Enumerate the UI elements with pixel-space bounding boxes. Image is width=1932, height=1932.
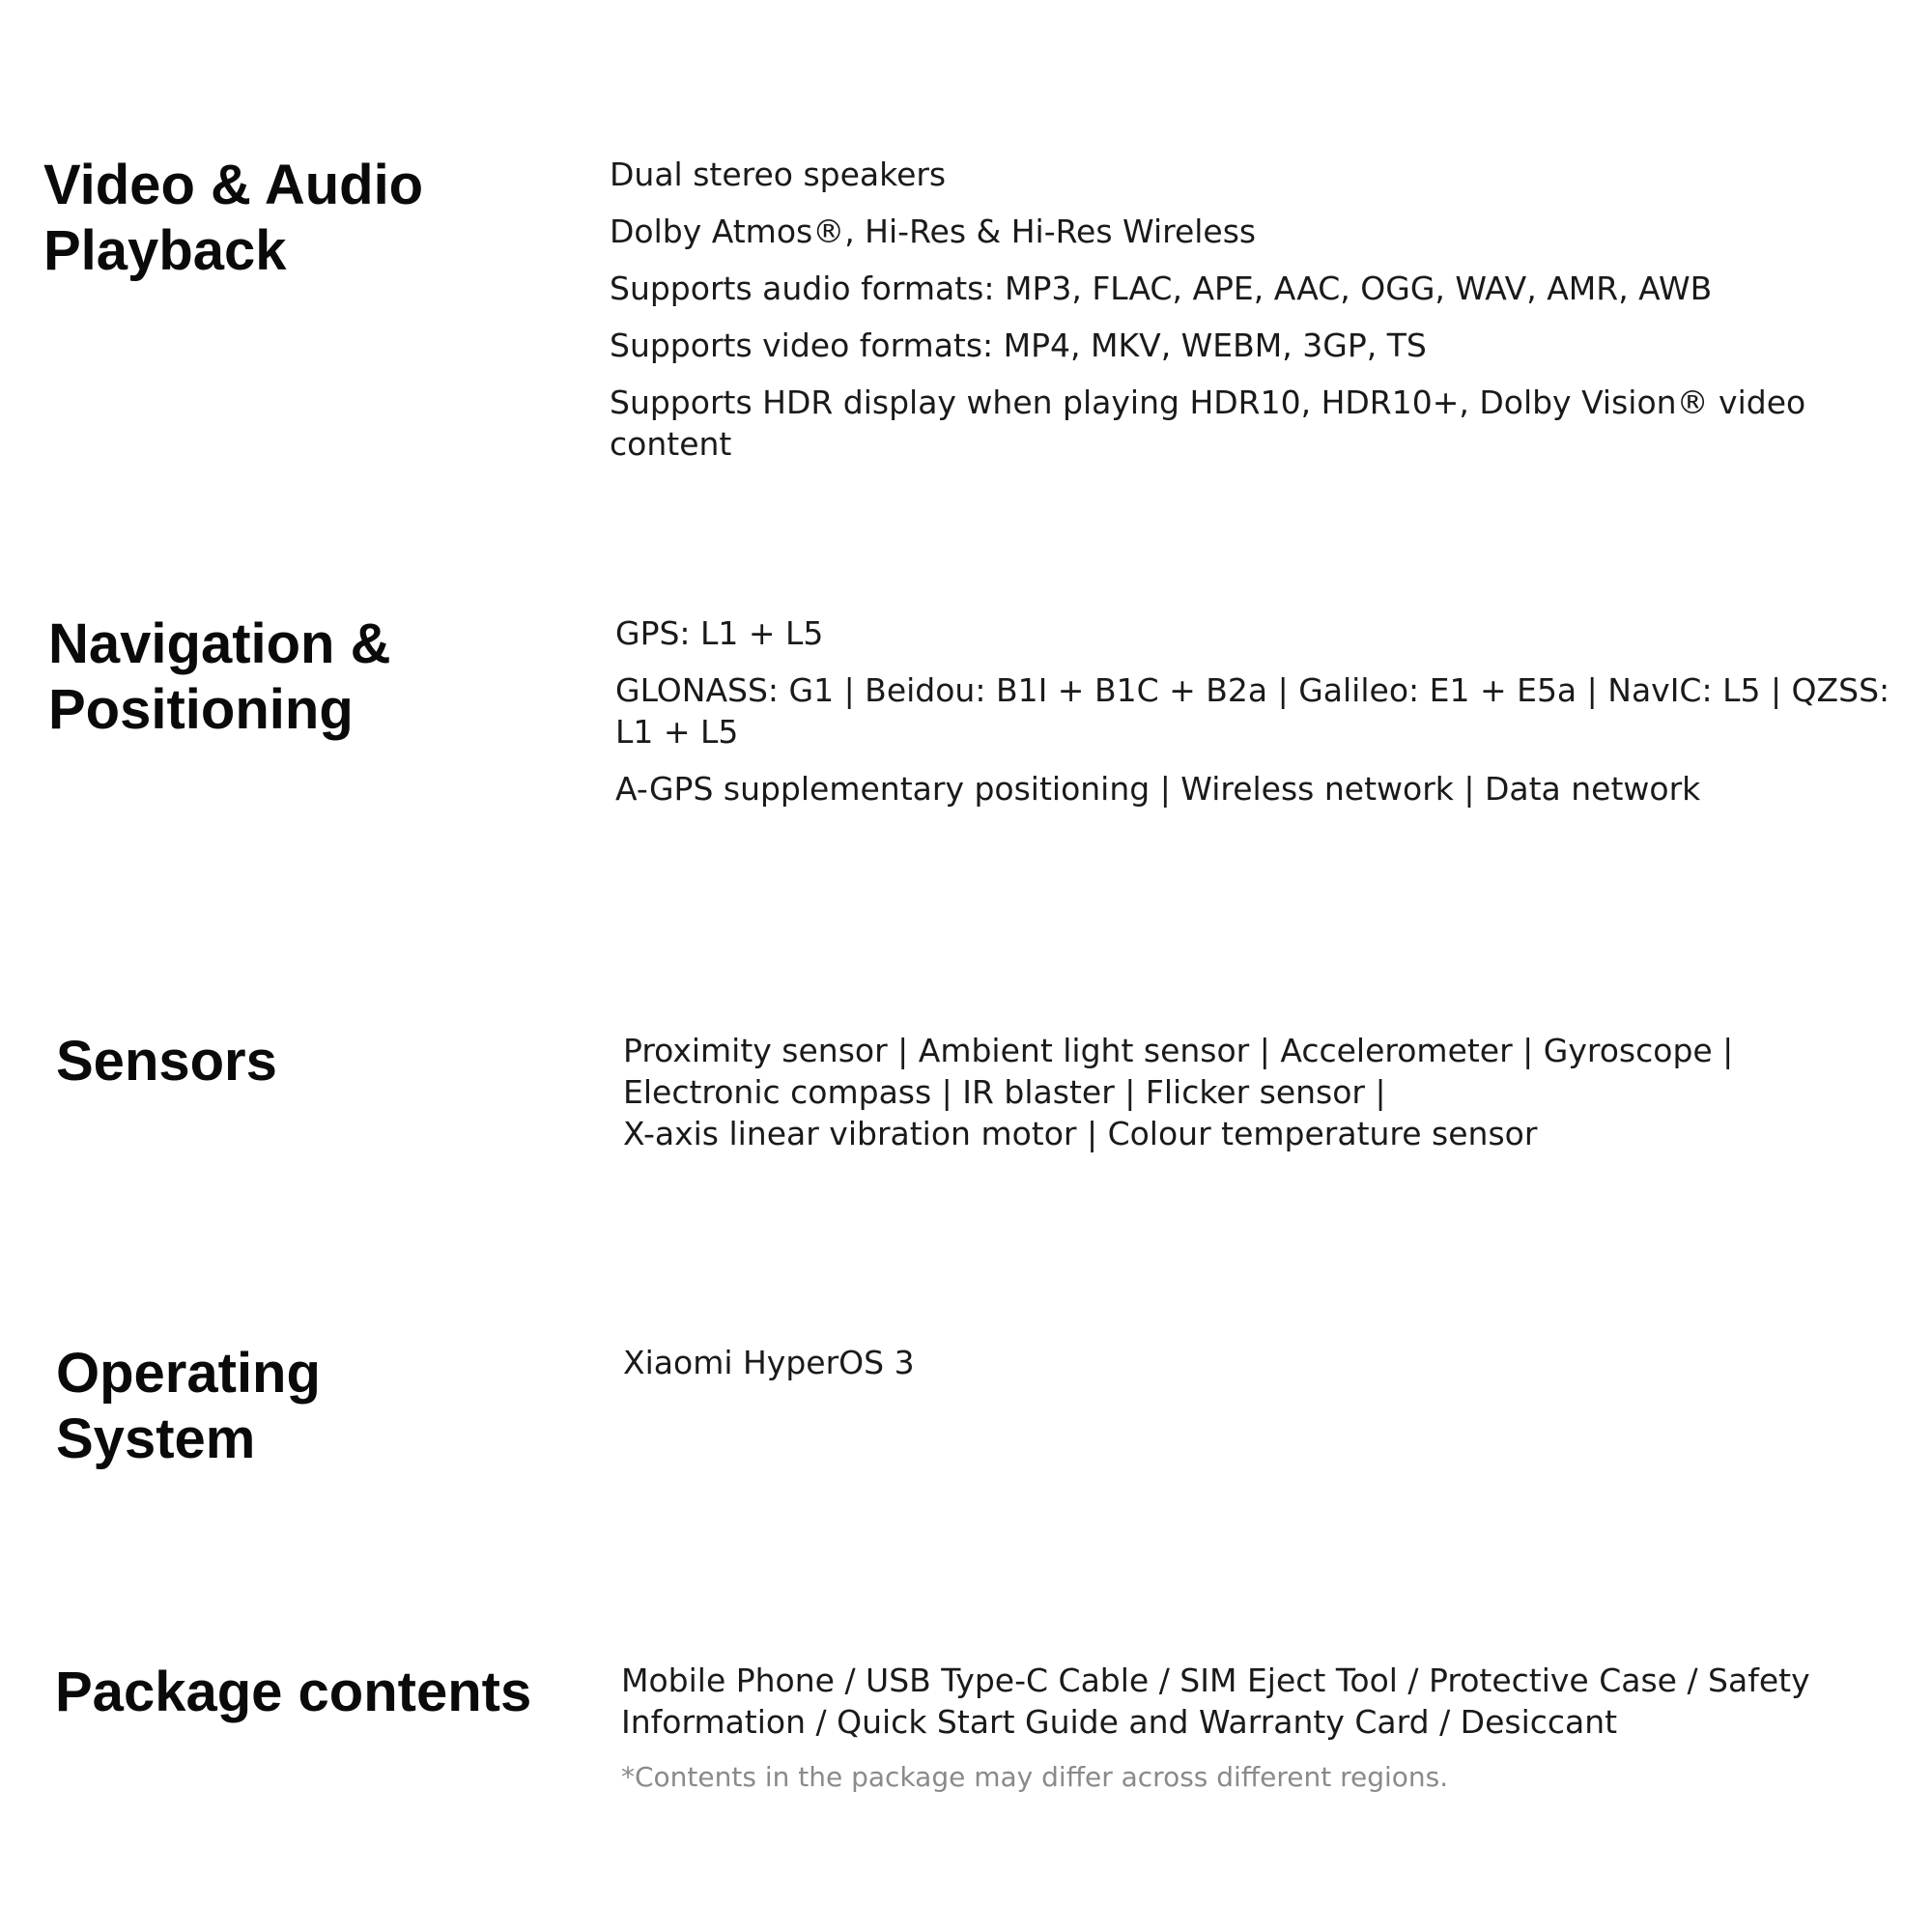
spec-item: GPS: L1 + L5 [615, 614, 824, 652]
package-contents-heading [55, 1660, 635, 1725]
spec-item: Xiaomi HyperOS 3 [623, 1344, 915, 1381]
heading-line: Package contents [55, 1661, 532, 1723]
spec-item: Proximity sensor | Ambient light sensor | Accelerometer | Gyroscope | Electronic compass | IR blaster | Flicker sensor | [623, 1032, 1734, 1111]
spec-item: GLONASS: G1 | Beidou: B1I + B1C + B2a | Galileo: E1 + E5a | NavIC: L5 | QZSS: L1 + L5 [615, 671, 1890, 751]
heading-line: Video & Audio [43, 154, 424, 216]
heading-line: System [56, 1407, 256, 1470]
heading-line: Sensors [56, 1030, 277, 1093]
operating-system-heading [56, 1341, 597, 1472]
video-audio-heading [43, 153, 584, 284]
package-footnote: *Contents in the package may differ across different regions. [621, 1761, 1449, 1793]
sensors-spec-list [623, 1030, 1898, 1154]
spec-item: Supports video formats: MP4, MKV, WEBM, 3GP, TS [610, 327, 1427, 364]
heading-line: Playback [43, 219, 287, 282]
heading-line: Positioning [48, 678, 354, 741]
navigation-spec-list [615, 612, 1900, 825]
spec-item: Dual stereo speakers [610, 156, 947, 193]
sensors-heading [56, 1029, 597, 1094]
navigation-heading [48, 611, 589, 743]
spec-item: Mobile Phone / USB Type-C Cable / SIM Eject Tool / Protective Case / Safety Information / Quick Start Guide and Warranty Card / Desiccant [621, 1662, 1810, 1741]
heading-line: Operating [56, 1342, 321, 1405]
heading-line: Navigation & [48, 612, 391, 675]
spec-item: X-axis linear vibration motor | Colour temperature sensor [623, 1115, 1538, 1152]
video-audio-spec-list [610, 154, 1923, 480]
spec-item: Supports audio formats: MP3, FLAC, APE, AAC, OGG, WAV, AMR, AWB [610, 270, 1713, 307]
spec-item: A-GPS supplementary positioning | Wireless network | Data network [615, 770, 1701, 808]
spec-item: Supports HDR display when playing HDR10, HDR10+, Dolby Vision® video content [610, 384, 1806, 463]
package-contents-spec-list [621, 1660, 1877, 1743]
operating-system-spec-list [623, 1342, 1932, 1399]
spec-item: Dolby Atmos®, Hi-Res & Hi-Res Wireless [610, 213, 1257, 250]
